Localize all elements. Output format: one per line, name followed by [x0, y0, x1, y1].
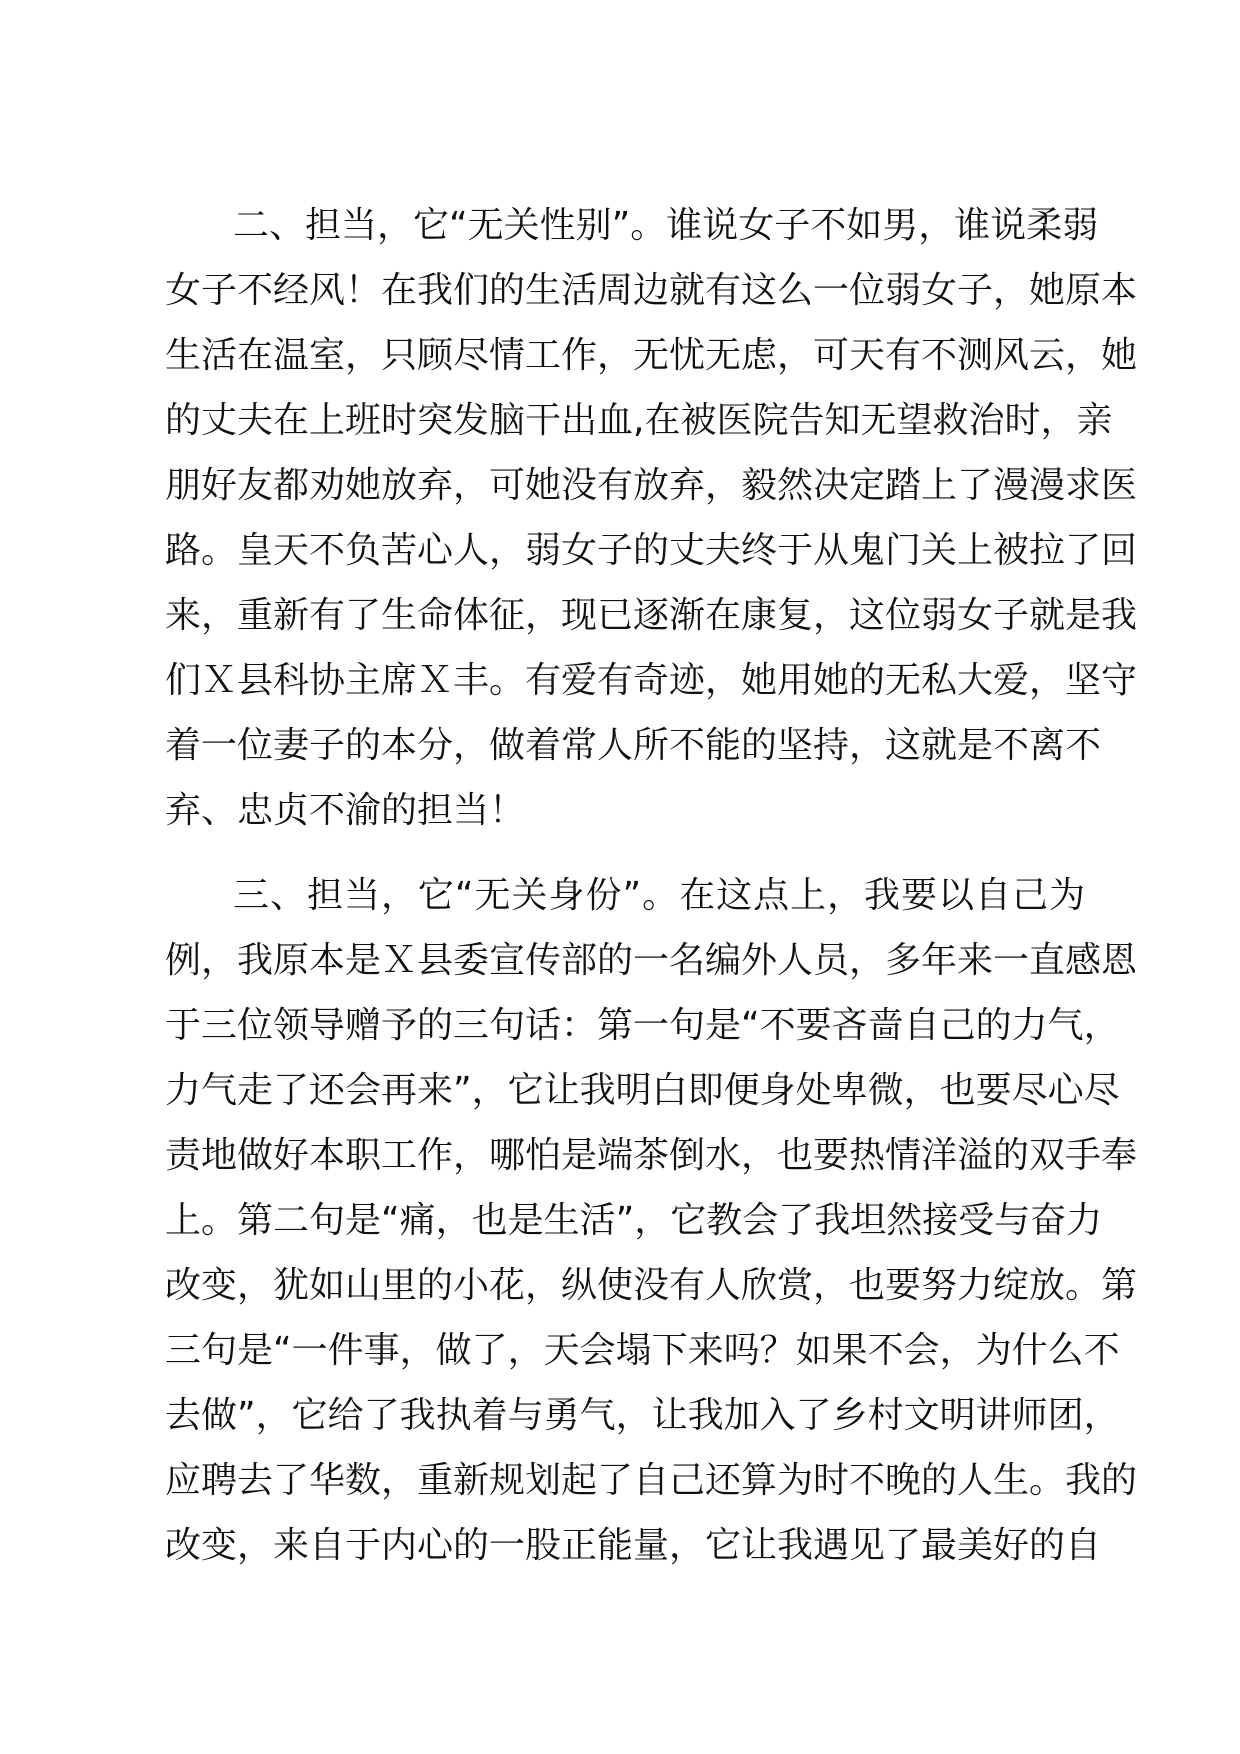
paragraph-line: 们Ｘ县科协主席Ｘ丰。有爱有奇迹，她用她的无私大爱，坚守	[165, 660, 1138, 701]
paragraph-line: 责地做好本职工作，哪怕是端茶倒水，也要热情洋溢的双手奉	[165, 1135, 1138, 1176]
paragraph-line: 女子不经风！在我们的生活周边就有这么一位弱女子，她原本	[165, 270, 1138, 311]
paragraph-line: 改变，来自于内心的一股正能量，它让我遇见了最美好的自	[165, 1525, 1102, 1566]
paragraph-line: 上。第二句是“痛，也是生活”，它教会了我坦然接受与奋力	[165, 1200, 1103, 1241]
paragraph-line: 三、担当，它“无关身份”。在这点上，我要以自己为	[233, 875, 1085, 916]
paragraph-line: 着一位妻子的本分，做着常人所不能的坚持，这就是不离不	[165, 725, 1102, 766]
paragraph-line: 于三位领导赠予的三句话：第一句是“不要吝啬自己的力气，	[165, 1005, 1120, 1046]
paragraph-line: 例，我原本是Ｘ县委宣传部的一名编外人员，多年来一直感恩	[165, 940, 1138, 981]
paragraph-line: 去做”，它给了我执着与勇气，让我加入了乡村文明讲师团，	[165, 1395, 1120, 1436]
paragraph-line: 朋好友都劝她放弃，可她没有放弃，毅然决定踏上了漫漫求医	[165, 465, 1138, 506]
document-body	[165, 193, 1138, 1578]
paragraph-line: 的丈夫在上班时突发脑干出血,在被医院告知无望救治时，亲	[165, 400, 1113, 441]
paragraph-line: 力气走了还会再来”，它让我明白即便身处卑微，也要尽心尽	[165, 1070, 1120, 1111]
paragraph-gender	[165, 193, 1138, 843]
paragraph-line: 路。皇天不负苦心人，弱女子的丈夫终于从鬼门关上被拉了回	[165, 530, 1138, 571]
paragraph-spacer	[165, 843, 1085, 863]
paragraph-identity	[165, 863, 1138, 1578]
paragraph-line: 生活在温室，只顾尽情工作，无忧无虑，可天有不测风云，她	[165, 335, 1138, 376]
paragraph-line: 弃、忠贞不渝的担当！	[165, 790, 526, 831]
paragraph-line: 改变，犹如山里的小花，纵使没有人欣赏，也要努力绽放。第	[165, 1265, 1138, 1306]
paragraph-line: 应聘去了华数，重新规划起了自己还算为时不晚的人生。我的	[165, 1460, 1138, 1501]
paragraph-line: 三句是“一件事，做了，天会塌下来吗？如果不会，为什么不	[165, 1330, 1120, 1371]
paragraph-line: 二、担当，它“无关性别”。谁说女子不如男，谁说柔弱	[233, 205, 1099, 246]
paragraph-line: 来，重新有了生命体征，现已逐渐在康复，这位弱女子就是我	[165, 595, 1138, 636]
